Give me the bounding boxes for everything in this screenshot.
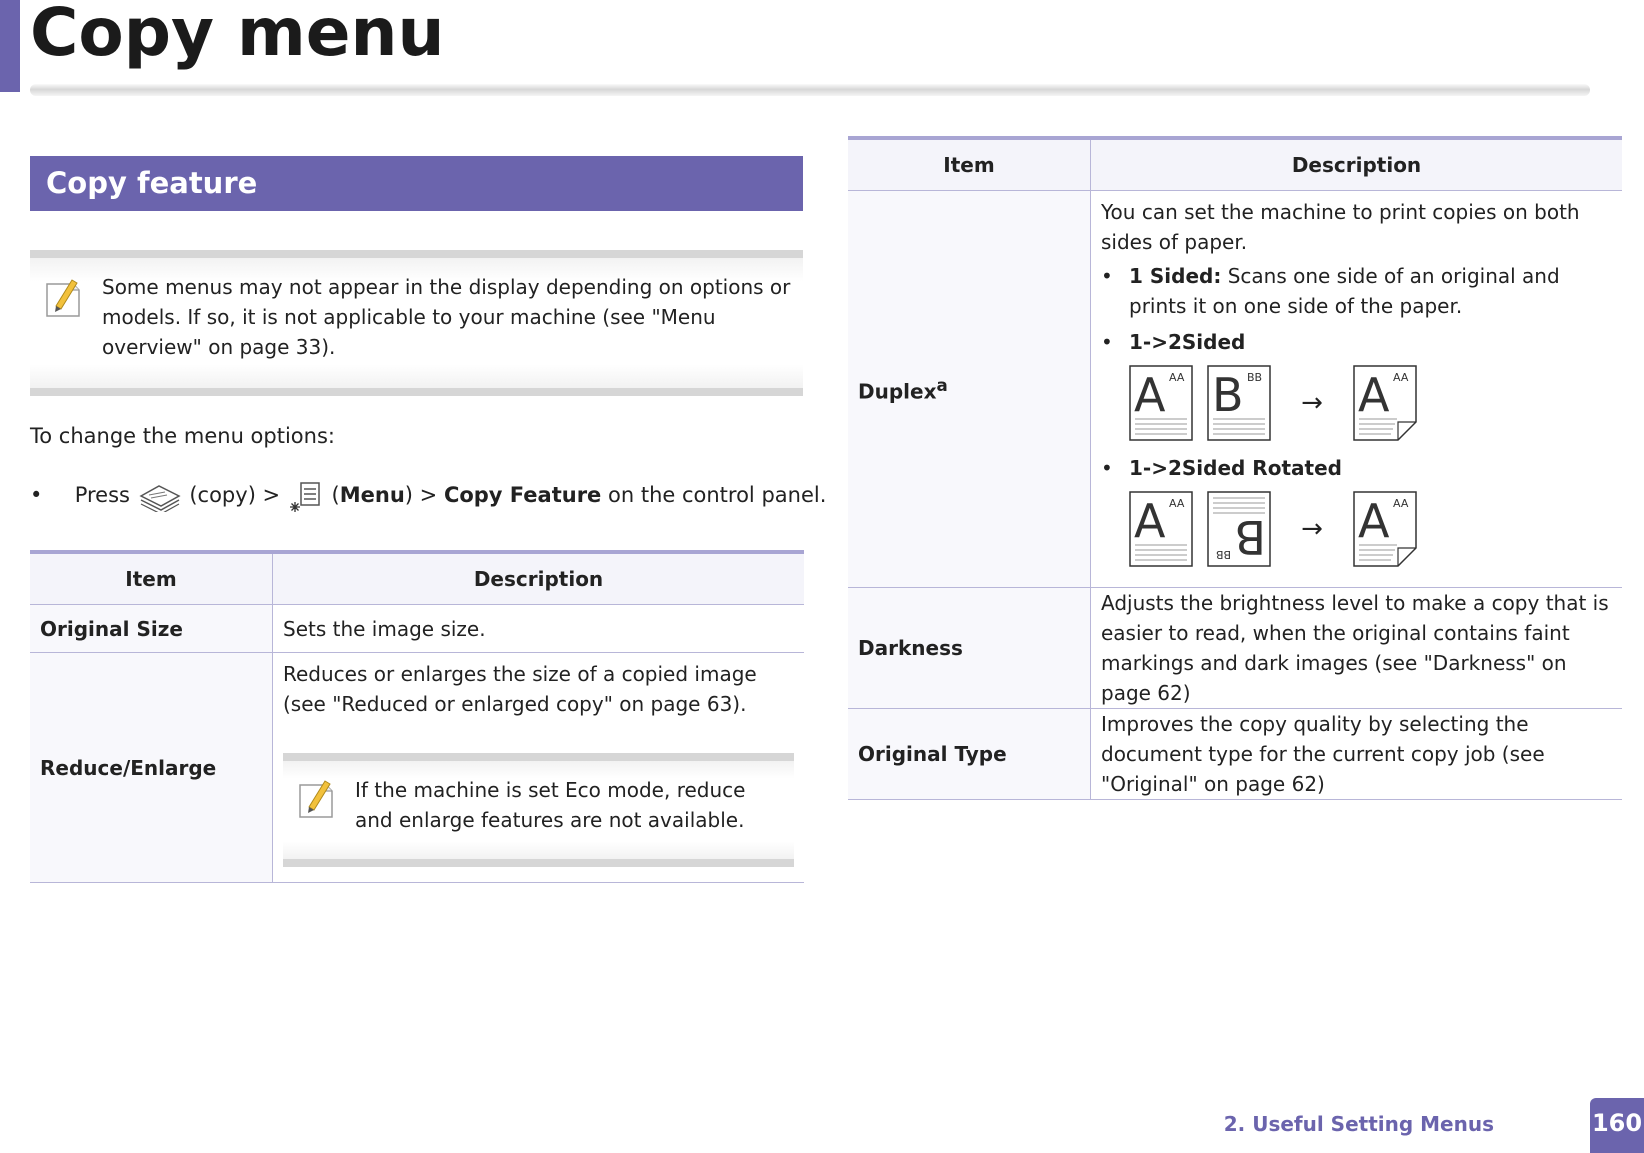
duplex-1to2-diagram [1129,365,1612,441]
item-cell: Original Type [848,709,1091,800]
svg-text:BB: BB [1215,548,1231,561]
table-row [30,605,804,653]
svg-text:A: A [1358,494,1390,548]
duplex-desc: You can set the machine to print copies on both sides of paper. [1101,200,1580,254]
col-header-item: Item [30,552,273,605]
copy-feature-label: Copy Feature [443,483,602,507]
page-a-icon [1129,365,1193,441]
option-label: 1->2Sided Rotated [1129,456,1342,480]
menu-label: Menu [339,483,405,507]
item-cell [848,191,1091,588]
note-box [30,250,803,396]
svg-text:A: A [1134,368,1166,422]
col-header-description: Description [273,552,805,605]
duplex-page-icon [1353,365,1417,441]
note-text: If the machine is set Eco mode, reduce and enlarge features are not available. [355,778,746,832]
copy-feature-table-left [30,550,804,883]
pencil-note-icon [44,276,82,320]
page-b-rotated-icon [1207,491,1271,567]
arrow-right-icon: → [1301,514,1323,544]
copy-feature-table-right [848,136,1622,800]
svg-text:BB: BB [1247,371,1263,384]
table-row [30,653,804,883]
page-b-icon [1207,365,1271,441]
table-row [848,588,1622,709]
option-text: Scans one side of an original and prints it on one side of the paper. [1129,264,1560,318]
menu-button-icon [287,480,325,512]
instruction-step [30,480,826,512]
svg-text:AA: AA [1393,497,1409,510]
col-header-description: Description [1091,138,1623,191]
table-row-duplex [848,191,1622,588]
page-title: Copy menu [30,0,445,71]
list-item [1101,327,1612,357]
col-header-item: Item [848,138,1091,191]
note-text: Some menus may not appear in the display depending on options or models. If so, it is not applicable to your machine (see "Menu overview" on page 33). [102,275,791,359]
desc-text: Reduces or enlarges the size of a copied image (see "Reduced or enlarged copy" on page 63). [283,662,757,716]
svg-text:B: B [1234,510,1266,564]
bullet: • [30,483,43,507]
intro-text: To change the menu options: [30,424,335,448]
item-cell: Reduce/Enlarge [30,653,273,883]
table-row [848,709,1622,800]
option-label: 1->2Sided [1129,330,1246,354]
page-number: 160 [1590,1098,1644,1153]
arrow-right-icon: → [1301,388,1323,418]
duplex-label: Duplex [858,379,937,404]
duplex-options [1101,261,1612,357]
duplex-options-2 [1101,453,1612,483]
svg-text:A: A [1358,368,1390,422]
step-press: Press [74,483,130,507]
footer-chapter: 2. Useful Setting Menus [1223,1112,1494,1136]
section-banner: Copy feature [30,156,803,211]
svg-text:AA: AA [1169,371,1185,384]
svg-text:A: A [1134,494,1166,548]
paren: ) > [404,483,438,507]
desc-cell: Adjusts the brightness level to make a copy that is easier to read, when the original contains faint markings and dark images (see "Darkness" on page 62) [1091,588,1623,709]
list-item [1101,261,1612,321]
desc-cell [273,653,805,883]
svg-text:B: B [1212,368,1244,422]
option-label: 1 Sided: [1129,264,1222,288]
paren: ( [331,483,340,507]
copy-button-icon [137,480,183,512]
pencil-note-icon [297,777,335,821]
duplex-page-icon [1353,491,1417,567]
step-tail: on the control panel. [608,483,827,507]
duplex-rotated-diagram [1129,491,1612,567]
desc-cell: Sets the image size. [273,605,805,653]
note-box [283,753,794,867]
item-cell: Darkness [848,588,1091,709]
footnote-marker: a [936,376,948,396]
item-cell: Original Size [30,605,273,653]
page-a-icon [1129,491,1193,567]
svg-text:AA: AA [1393,371,1409,384]
desc-cell [1091,191,1623,588]
svg-text:AA: AA [1169,497,1185,510]
title-divider [30,84,1590,96]
list-item [1101,453,1612,483]
title-accent-bar [0,0,20,92]
step-copy: (copy) > [189,483,281,507]
desc-cell: Improves the copy quality by selecting the document type for the current copy job (see "Original" on page 62) [1091,709,1623,800]
